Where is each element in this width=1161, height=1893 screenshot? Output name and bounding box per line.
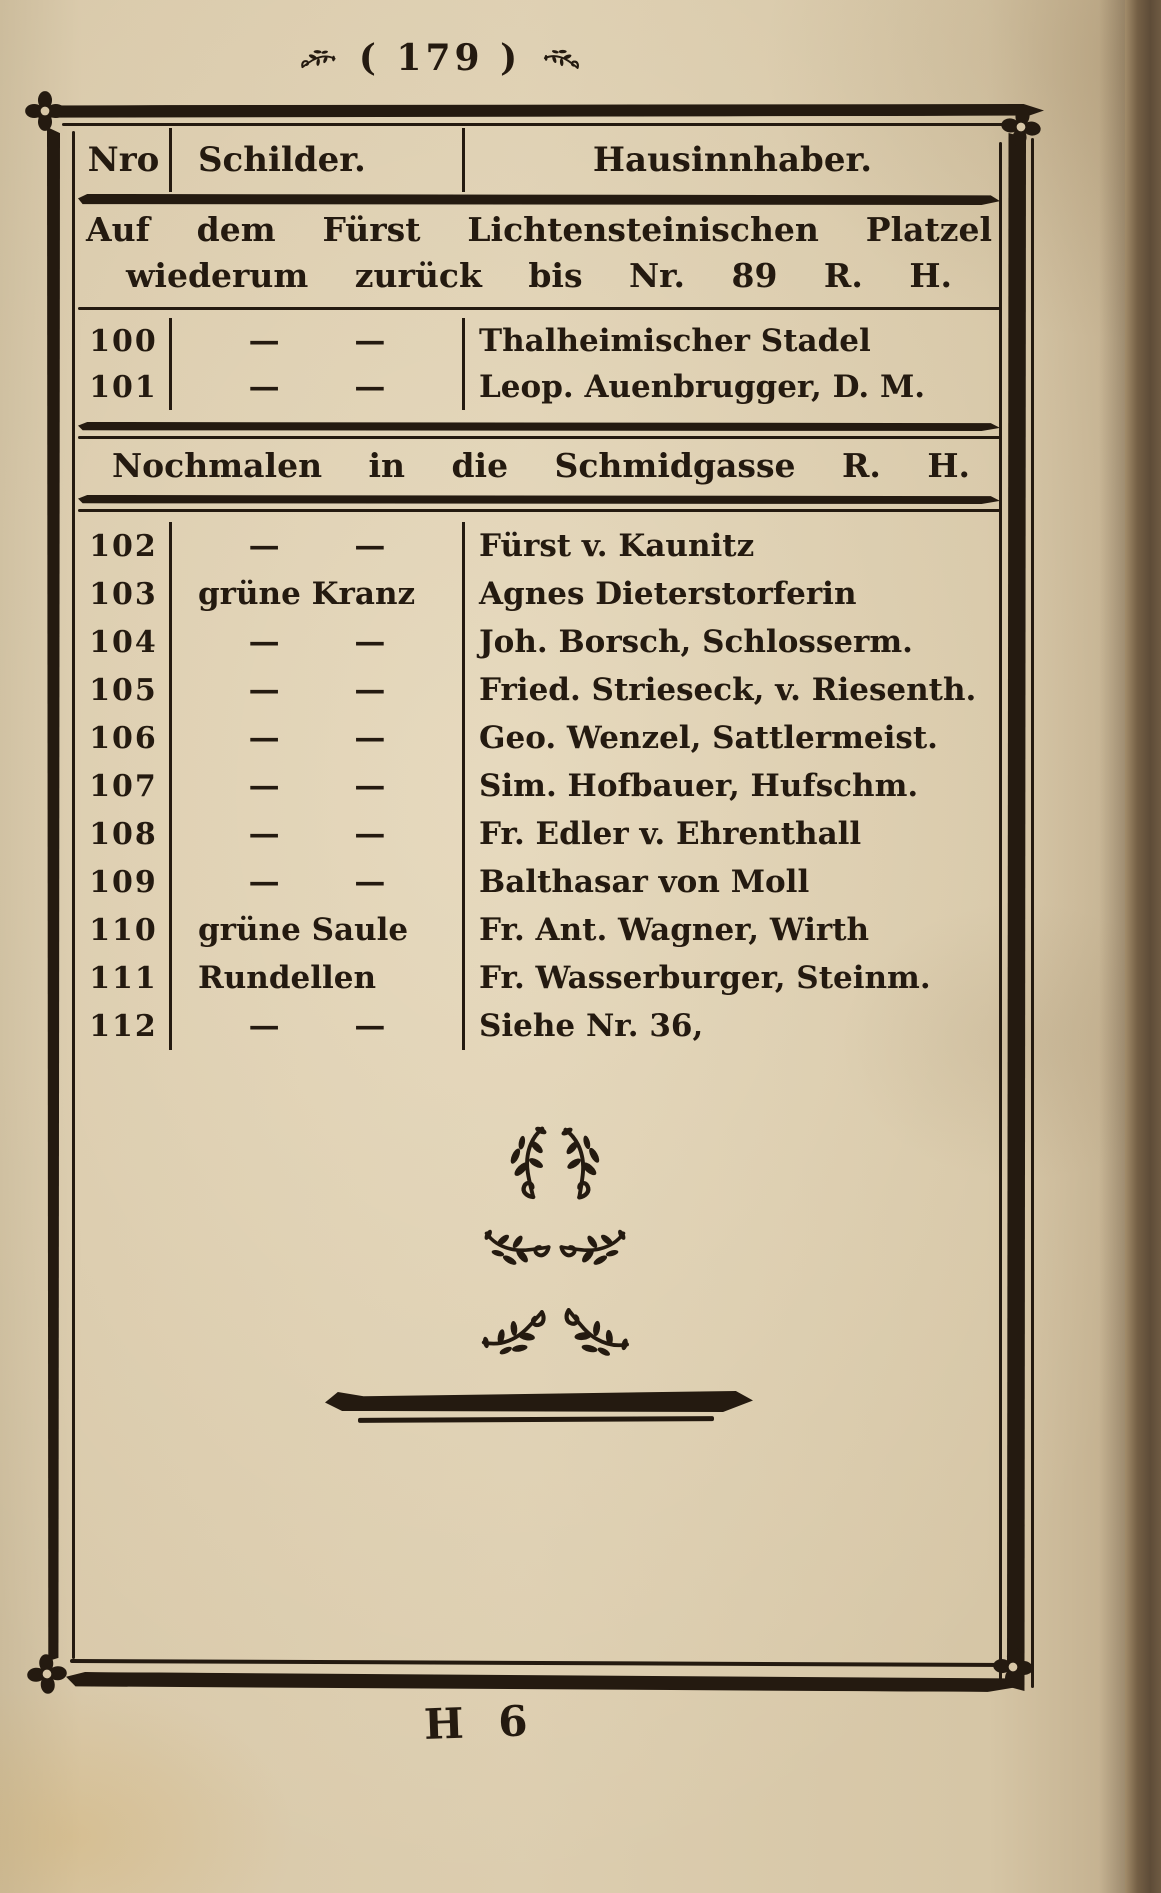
owner-name: Fr. Wasserburger, Steinm.	[462, 954, 1000, 1002]
frame-right-outer-line	[1031, 138, 1034, 1688]
table-row	[78, 522, 1000, 570]
schild-cell: grüne Saule	[198, 912, 409, 948]
section-heading: wiederum zurück bis Nr. 89 R. H.	[126, 256, 952, 295]
frame-left-border	[47, 127, 60, 1661]
schild-cell: — —	[248, 624, 386, 660]
table-row	[78, 1002, 1000, 1050]
fleuron-sprig-icon	[553, 1117, 614, 1208]
fleuron-icon	[290, 31, 343, 85]
fleuron-sprig-icon	[553, 1223, 636, 1278]
owner-name: Thalheimischer Stadel	[462, 318, 1000, 364]
fleuron-sprig-icon	[475, 1223, 558, 1278]
table-row	[78, 810, 1000, 858]
corner-ornament-icon	[25, 91, 65, 131]
house-number: 107	[78, 762, 172, 810]
house-number: 109	[78, 858, 172, 906]
page-edge-gradient	[1099, 0, 1125, 1893]
schild-cell: — —	[248, 1008, 386, 1044]
fleuron-sprig-icon	[472, 1290, 565, 1383]
column-header-hausinnhaber: Hausinnhaber.	[462, 128, 1000, 192]
table-row	[78, 318, 1000, 364]
frame-right-border	[1007, 133, 1026, 1691]
schild-cell: — —	[248, 672, 386, 708]
fleuron-icon	[536, 30, 591, 86]
table-rows-section-2	[78, 522, 1000, 1050]
schild-cell: grüne Kranz	[198, 576, 416, 612]
table-row	[78, 364, 1000, 410]
owner-name: Leop. Auenbrugger, D. M.	[462, 364, 1000, 410]
column-header-schilder: Schilder.	[198, 140, 366, 180]
divider-rule	[78, 194, 1000, 205]
frame-left-inner-line	[72, 131, 75, 1659]
schild-cell: Rundellen	[198, 960, 377, 996]
owner-name: Fried. Strieseck, v. Riesenth.	[462, 666, 1000, 714]
owner-name: Fürst v. Kaunitz	[462, 522, 1000, 570]
corner-ornament-icon	[991, 1645, 1034, 1688]
house-number: 102	[78, 522, 172, 570]
owner-name: Sim. Hofbauer, Hufschm.	[462, 762, 1000, 810]
table-header-row	[78, 128, 1000, 192]
frame-top-inner-line	[62, 123, 1034, 126]
house-number: 105	[78, 666, 172, 714]
schild-cell: — —	[248, 528, 386, 564]
owner-name: Agnes Dieterstorferin	[462, 570, 1000, 618]
tailpiece-rule-thin	[358, 1416, 714, 1423]
directory-table	[78, 128, 1000, 1050]
schild-cell: — —	[248, 369, 386, 405]
owner-name: Joh. Borsch, Schlosserm.	[462, 618, 1000, 666]
section-heading: Nochmalen in die Schmidgasse R. H.	[112, 446, 970, 485]
schild-cell: — —	[248, 816, 386, 852]
table-row	[78, 906, 1000, 954]
schild-cell: — —	[248, 768, 386, 804]
section-heading: Auf dem Fürst Lichtensteinischen Platzel	[86, 210, 992, 249]
column-header-nro: Nro	[78, 128, 172, 192]
tailpiece-rule-thick	[325, 1391, 753, 1412]
house-number: 104	[78, 618, 172, 666]
page-edge-shadow	[1125, 0, 1161, 1893]
divider-rule	[78, 509, 1000, 512]
fleuron-sprig-icon	[545, 1288, 639, 1385]
owner-name: Fr. Ant. Wagner, Wirth	[462, 906, 1000, 954]
tailpiece-ornament	[415, 1112, 695, 1392]
schild-cell: — —	[248, 323, 386, 359]
table-row	[78, 618, 1000, 666]
house-number: 112	[78, 1002, 172, 1050]
frame-bottom-inner-line	[70, 1659, 1012, 1667]
schild-cell: — —	[248, 720, 386, 756]
signature-mark: H 6	[423, 1696, 539, 1749]
divider-rule	[78, 422, 1000, 431]
owner-name: Siehe Nr. 36,	[462, 1002, 1000, 1050]
frame-top-border	[28, 103, 1044, 119]
schild-cell: — —	[248, 864, 386, 900]
table-row	[78, 858, 1000, 906]
table-row	[78, 762, 1000, 810]
table-row	[78, 714, 1000, 762]
page-number: ( 179 )	[358, 37, 522, 79]
house-number: 100	[78, 318, 172, 364]
table-rows-section-1	[78, 318, 1000, 410]
table-row	[78, 666, 1000, 714]
house-number: 103	[78, 570, 172, 618]
corner-ornament-icon	[26, 1653, 69, 1696]
table-row	[78, 570, 1000, 618]
page-header	[250, 24, 630, 92]
house-number: 111	[78, 954, 172, 1002]
divider-rule	[78, 495, 1000, 504]
house-number: 101	[78, 364, 172, 410]
fleuron-sprig-icon	[494, 1115, 560, 1209]
owner-name: Balthasar von Moll	[462, 858, 1000, 906]
table-row	[78, 954, 1000, 1002]
frame-bottom-border	[66, 1672, 1016, 1692]
house-number: 110	[78, 906, 172, 954]
divider-rule	[78, 307, 1000, 310]
house-number: 106	[78, 714, 172, 762]
owner-name: Fr. Edler v. Ehrenthall	[462, 810, 1000, 858]
corner-ornament-icon	[998, 104, 1043, 149]
owner-name: Geo. Wenzel, Sattlermeist.	[462, 714, 1000, 762]
house-number: 108	[78, 810, 172, 858]
